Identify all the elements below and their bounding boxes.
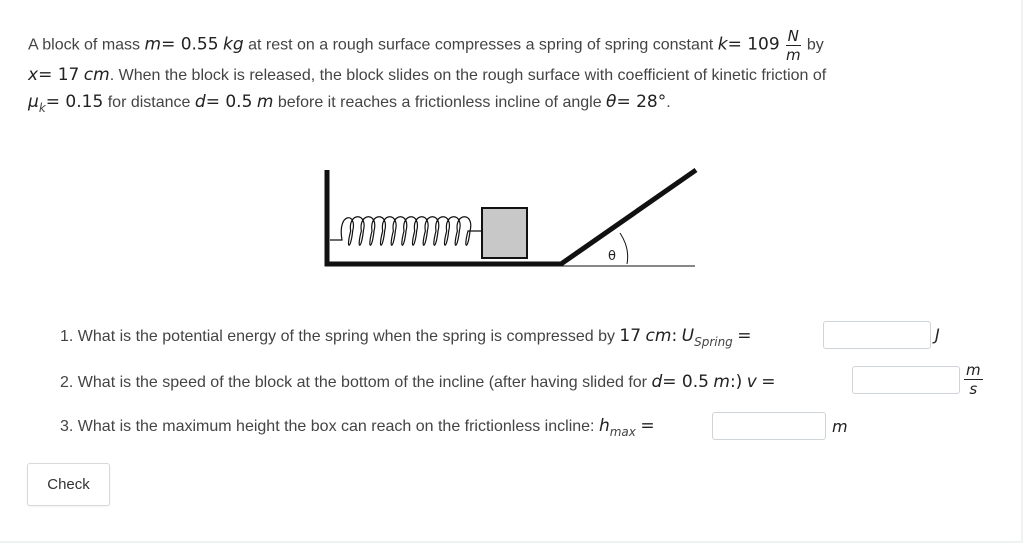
angle-arc [620,233,628,264]
distance-variable: d [194,92,206,112]
problem-text: A block of mass [28,36,141,54]
distance-unit: m [256,92,274,112]
incline [561,170,696,264]
spring-constant-value: = 109 [727,34,780,55]
problem-text: . When the block is released, the block slides on the rough surface with coefficient of kinetic friction of [109,67,827,84]
spring-block-incline-diagram [320,160,710,275]
distance-unit: m [713,372,730,392]
unit-denominator: s [969,380,978,398]
distance-variable: d [651,372,663,392]
energy-subscript: Spring [694,335,733,349]
angle-label: θ [608,249,616,264]
problem-text: . [666,94,671,111]
check-button[interactable]: Check [27,463,110,506]
block [482,208,527,258]
max-height-input[interactable] [712,412,826,440]
equals-sign: = [761,372,776,392]
spring [330,217,482,246]
mass-value: = 0.55 [161,34,219,55]
distance-value: = 0.5 [662,372,709,392]
height-subscript: max [609,425,636,439]
height-variable: h [598,416,610,436]
problem-text: for distance [107,94,191,111]
problem-line-2 [28,65,826,86]
problem-line-1 [28,28,824,63]
question-2 [60,372,776,393]
distance-value: = 0.5 [205,92,253,112]
speed-unit [964,362,983,397]
compression-value: = 17 [38,65,80,85]
speed-variable: v [746,372,757,392]
equals-sign: = [640,416,655,436]
problem-text: by [806,36,824,54]
spring-energy-input[interactable] [823,321,931,349]
unit-denominator: m [785,46,801,64]
compression-unit: cm [645,326,672,346]
unit-numerator: N [787,27,799,45]
question-3 [60,416,655,442]
question-text: 1. What is the potential energy of the spring when the spring is compressed by [60,328,615,345]
unit-numerator: m [966,361,981,379]
mass-variable: m [144,34,162,55]
friction-value: = 0.15 [45,92,104,112]
problem-text: before it reaches a frictionless incline of angle [277,94,602,111]
mass-unit: kg [223,34,244,55]
colon: : [671,326,678,346]
friction-variable: μ [28,92,39,112]
angle-value: = 28° [616,92,667,112]
question-1 [60,326,752,352]
angle-variable: θ [606,92,617,112]
question-text: 3. What is the maximum height the box can reach on the frictionless incline: [60,418,595,435]
closing-paren: :) [729,372,743,392]
problem-line-3 [28,92,671,118]
equals-sign: = [737,326,752,346]
friction-subscript: k [38,101,46,115]
compression-unit: cm [83,65,110,85]
problem-text: at rest on a rough surface compresses a spring of spring constant [248,36,714,54]
joule-unit: J [935,325,940,344]
spring-constant-unit [786,28,801,63]
energy-variable: U [681,326,695,346]
meter-unit: m [832,417,848,436]
compression-variable: x [28,65,39,85]
spring-constant-variable: k [717,34,728,55]
speed-input[interactable] [852,366,960,394]
question-text: 2. What is the speed of the block at the bottom of the incline (after having slided for [60,374,647,391]
compression-value: 17 [619,326,642,346]
